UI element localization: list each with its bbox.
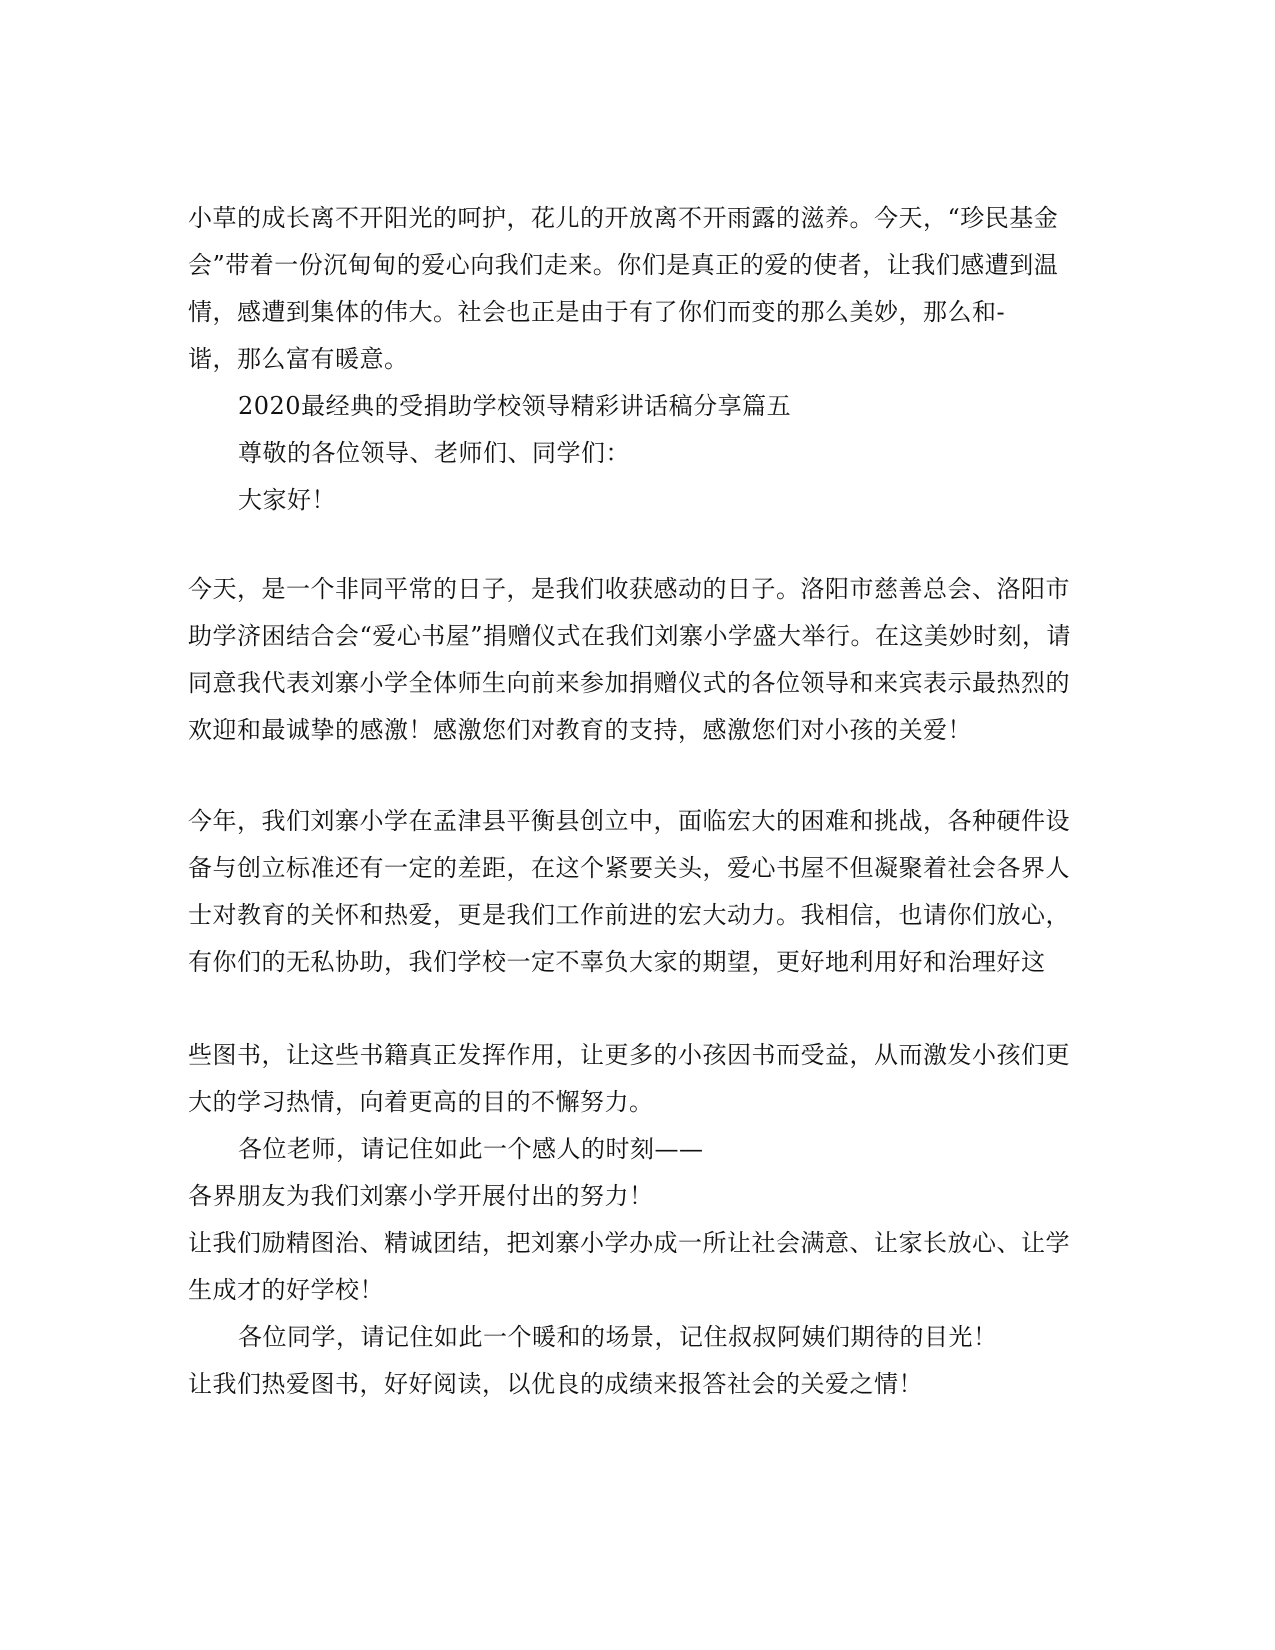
text-line: 助学济困结合会“爱心书屋”捐赠仪式在我们刘寨小学盛大举行。在这美妙时刻，请 — [188, 622, 1072, 650]
text-line: 情，感遭到集体的伟大。社会也正是由于有了你们而变的那么美妙，那么和- — [188, 298, 1006, 326]
text-line: 谐，那么富有暖意。 — [188, 345, 409, 373]
text-line: 士对教育的关怀和热爱，更是我们工作前进的宏大动力。我相信，也请你们放心， — [188, 901, 1070, 929]
text-line: 各位老师，请记住如此一个感人的时刻—— — [238, 1135, 704, 1163]
text-line: 生成才的好学校！ — [188, 1276, 384, 1304]
text-line: 备与创立标准还有一定的差距，在这个紧要关头，爱心书屋不但凝聚着社会各界人 — [188, 854, 1070, 882]
text-line: 今天，是一个非同平常的日子，是我们收获感动的日子。洛阳市慈善总会、洛阳市 — [188, 575, 1070, 603]
text-line: 会”带着一份沉甸甸的爱心向我们走来。你们是真正的爱的使者，让我们感遭到温 — [188, 251, 1059, 279]
text-line: 今年，我们刘寨小学在孟津县平衡县创立中，面临宏大的困难和挑战，各种硬件设 — [188, 807, 1070, 835]
section-heading: 2020最经典的受捐助学校领导精彩讲话稿分享篇五 — [238, 392, 792, 420]
salutation: 尊敬的各位领导、老师们、同学们： — [238, 439, 630, 467]
text-line: 让我们热爱图书，好好阅读，以优良的成绩来报答社会的关爱之情！ — [188, 1370, 923, 1398]
text-line: 让我们励精图治、精诚团结，把刘寨小学办成一所让社会满意、让家长放心、让学 — [188, 1229, 1070, 1257]
text-line: 小草的成长离不开阳光的呵护，花儿的开放离不开雨露的滋养。今天，“珍民基金 — [188, 204, 1059, 232]
text-line: 各位同学，请记住如此一个暖和的场景，记住叔叔阿姨们期待的目光！ — [238, 1323, 998, 1351]
greeting: 大家好！ — [238, 486, 336, 514]
text-line: 些图书，让这些书籍真正发挥作用，让更多的小孩因书而受益，从而激发小孩们更 — [188, 1041, 1070, 1069]
text-line: 有你们的无私协助，我们学校一定不辜负大家的期望，更好地利用好和治理好这 — [188, 948, 1046, 976]
text-line: 同意我代表刘寨小学全体师生向前来参加捐赠仪式的各位领导和来宾表示最热烈的 — [188, 669, 1070, 697]
text-line: 各界朋友为我们刘寨小学开展付出的努力！ — [188, 1182, 654, 1210]
text-line: 欢迎和最诚挚的感激！感激您们对教育的支持，感激您们对小孩的关爱！ — [188, 716, 972, 744]
text-line: 大的学习热情，向着更高的目的不懈努力。 — [188, 1088, 654, 1116]
